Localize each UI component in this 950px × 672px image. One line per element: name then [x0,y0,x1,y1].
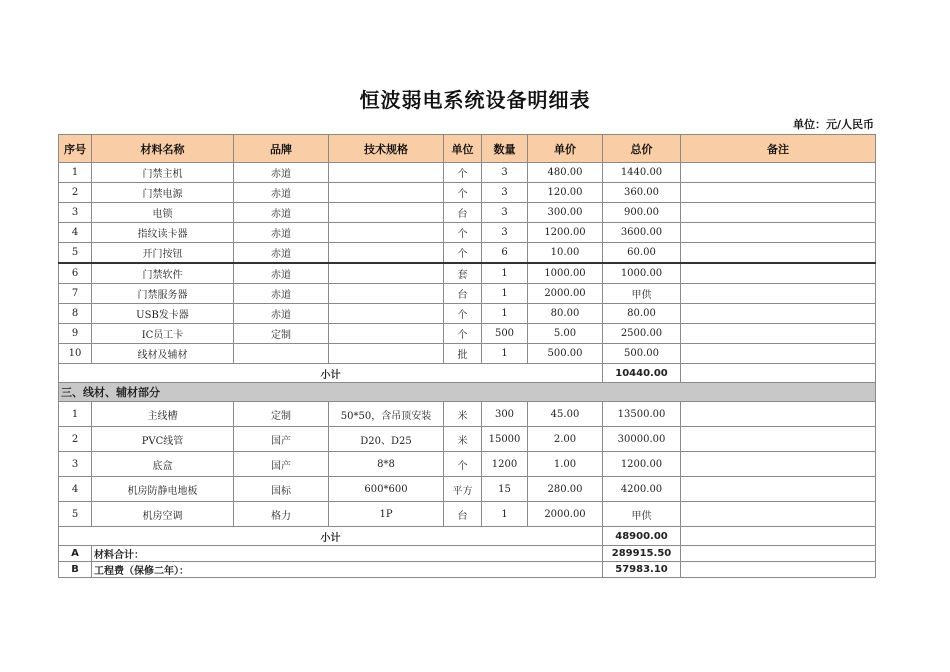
cell-note [681,502,876,527]
cell-qty: 1 [482,304,528,324]
cell-total: 1200.00 [603,452,681,477]
cell-qty: 1 [482,344,528,364]
total-code: B [59,562,92,578]
col-header-brand: 品牌 [234,135,329,163]
col-header-spec: 技术规格 [329,135,444,163]
cell-qty: 6 [482,243,528,264]
subtotal-value: 48900.00 [603,527,681,546]
cell-spec: 1P [329,502,444,527]
cell-no: 7 [59,284,92,304]
total-value: 289915.50 [603,546,681,562]
cell-unit: 米 [444,427,482,452]
cell-price: 120.00 [528,183,603,203]
table-row [59,477,876,502]
cell-note [681,427,876,452]
cell-price: 45.00 [528,402,603,427]
cell-brand: 赤道 [234,163,329,183]
cell-qty: 1 [482,263,528,284]
cell-price: 480.00 [528,163,603,183]
cell-no: 10 [59,344,92,364]
table-row [59,344,876,364]
cell-no: 2 [59,183,92,203]
grand-total-row [59,546,876,562]
table-row [59,203,876,223]
table-row [59,263,876,284]
cell-no: 3 [59,452,92,477]
cell-no: 9 [59,324,92,344]
cell-total: 3600.00 [603,223,681,243]
cell-price: 500.00 [528,344,603,364]
cell-spec: 50*50，含吊顶安装 [329,402,444,427]
cell-brand: 国产 [234,427,329,452]
cell-unit: 个 [444,243,482,264]
cell-brand: 定制 [234,324,329,344]
cell-spec [329,284,444,304]
cell-unit: 套 [444,263,482,284]
cell-spec [329,243,444,264]
cell-unit: 个 [444,163,482,183]
cell-price: 80.00 [528,304,603,324]
cell-price: 2000.00 [528,502,603,527]
cell-note [681,402,876,427]
subtotal-value: 10440.00 [603,364,681,383]
cell-name: 门禁电源 [92,183,234,203]
cell-spec [329,163,444,183]
cell-note [681,452,876,477]
cell-qty: 3 [482,223,528,243]
cell-qty: 500 [482,324,528,344]
col-header-price: 单价 [528,135,603,163]
cell-unit: 平方 [444,477,482,502]
cell-note [681,304,876,324]
cell-spec [329,223,444,243]
cell-qty: 3 [482,183,528,203]
table-row [59,223,876,243]
cell-no: 6 [59,263,92,284]
col-header-unit: 单位 [444,135,482,163]
total-note [681,562,876,578]
table-row [59,452,876,477]
cell-name: PVC线管 [92,427,234,452]
cell-name: 机房防静电地板 [92,477,234,502]
subtotal-note [681,527,876,546]
cell-name: 指纹读卡器 [92,223,234,243]
cell-price: 300.00 [528,203,603,223]
subtotal-row [59,364,876,383]
cell-total: 500.00 [603,344,681,364]
cell-spec: D20、D25 [329,427,444,452]
cell-note [681,263,876,284]
cell-spec [329,304,444,324]
section-header-row [59,383,876,402]
cell-price: 10.00 [528,243,603,264]
cell-unit: 台 [444,502,482,527]
cell-name: 机房空调 [92,502,234,527]
cell-total: 1440.00 [603,163,681,183]
cell-spec [329,263,444,284]
cell-brand: 格力 [234,502,329,527]
cell-total: 13500.00 [603,402,681,427]
cell-qty: 1 [482,284,528,304]
sheet-title: 恒波弱电系统设备明细表 [359,88,591,112]
cell-spec: 8*8 [329,452,444,477]
cell-no: 8 [59,304,92,324]
cell-unit: 米 [444,402,482,427]
col-header-total: 总价 [603,135,681,163]
cell-brand: 定制 [234,402,329,427]
table-row [59,502,876,527]
subtotal-label: 小计 [59,364,603,383]
cell-unit: 个 [444,324,482,344]
cell-qty: 1 [482,502,528,527]
cell-note [681,243,876,264]
cell-brand: 国产 [234,452,329,477]
cell-spec: 600*600 [329,477,444,502]
cell-qty: 300 [482,402,528,427]
subtotal-label: 小计 [59,527,603,546]
total-code: A [59,546,92,562]
cell-total: 900.00 [603,203,681,223]
currency-unit: 单位：元/人民币 [792,118,874,131]
cell-no: 5 [59,502,92,527]
table-row [59,324,876,344]
cell-total: 甲供 [603,284,681,304]
grand-total-row [59,562,876,578]
cell-total: 1000.00 [603,263,681,284]
subtotal-row [59,527,876,546]
cell-note [681,183,876,203]
cell-note [681,344,876,364]
cell-qty: 15 [482,477,528,502]
cell-unit: 个 [444,183,482,203]
cell-total: 80.00 [603,304,681,324]
total-label: 材料合计： [92,546,603,562]
table-row [59,183,876,203]
section-title: 三、线材、辅材部分 [59,383,876,402]
cell-price: 1.00 [528,452,603,477]
table-row [59,402,876,427]
table-row [59,243,876,264]
cell-no: 1 [59,163,92,183]
cell-spec [329,324,444,344]
cell-no: 2 [59,427,92,452]
cell-unit: 个 [444,304,482,324]
cell-qty: 15000 [482,427,528,452]
cell-brand: 赤道 [234,304,329,324]
cell-price: 1200.00 [528,223,603,243]
cell-total: 30000.00 [603,427,681,452]
cell-qty: 3 [482,203,528,223]
cell-unit: 个 [444,223,482,243]
cell-no: 3 [59,203,92,223]
cell-spec [329,203,444,223]
cell-brand: 赤道 [234,243,329,264]
col-header-qty: 数量 [482,135,528,163]
cell-brand: 赤道 [234,263,329,284]
cell-unit: 台 [444,203,482,223]
cell-name: 门禁服务器 [92,284,234,304]
cell-note [681,284,876,304]
cell-note [681,163,876,183]
cell-name: 底盒 [92,452,234,477]
cell-total: 360.00 [603,183,681,203]
table-row [59,284,876,304]
cell-note [681,324,876,344]
cell-qty: 1200 [482,452,528,477]
cell-brand: 赤道 [234,203,329,223]
equipment-table [58,134,876,578]
cell-qty: 3 [482,163,528,183]
table-row [59,163,876,183]
total-note [681,546,876,562]
cell-note [681,203,876,223]
cell-no: 4 [59,477,92,502]
cell-no: 5 [59,243,92,264]
cell-no: 1 [59,402,92,427]
cell-unit: 台 [444,284,482,304]
cell-name: 门禁主机 [92,163,234,183]
cell-total: 甲供 [603,502,681,527]
col-header-no: 序号 [59,135,92,163]
cell-price: 5.00 [528,324,603,344]
table-row [59,304,876,324]
cell-spec [329,183,444,203]
cell-note [681,223,876,243]
cell-price: 2000.00 [528,284,603,304]
cell-price: 280.00 [528,477,603,502]
cell-note [681,477,876,502]
col-header-name: 材料名称 [92,135,234,163]
cell-unit: 批 [444,344,482,364]
cell-price: 2.00 [528,427,603,452]
cell-name: 线材及辅材 [92,344,234,364]
cell-name: 门禁软件 [92,263,234,284]
cell-name: 电锁 [92,203,234,223]
cell-total: 2500.00 [603,324,681,344]
cell-price: 1000.00 [528,263,603,284]
col-header-note: 备注 [681,135,876,163]
cell-no: 4 [59,223,92,243]
cell-spec [329,344,444,364]
header-row [59,135,876,163]
cell-name: IC员工卡 [92,324,234,344]
cell-total: 4200.00 [603,477,681,502]
cell-unit: 个 [444,452,482,477]
cell-brand: 国标 [234,477,329,502]
cell-brand: 赤道 [234,284,329,304]
cell-name: USB发卡器 [92,304,234,324]
cell-brand: 赤道 [234,223,329,243]
cell-name: 开门按钮 [92,243,234,264]
cell-brand [234,344,329,364]
total-value: 57983.10 [603,562,681,578]
table-row [59,427,876,452]
total-label: 工程费（保修二年）： [92,562,603,578]
subtotal-note [681,364,876,383]
cell-total: 60.00 [603,243,681,264]
cell-name: 主线槽 [92,402,234,427]
cell-brand: 赤道 [234,183,329,203]
